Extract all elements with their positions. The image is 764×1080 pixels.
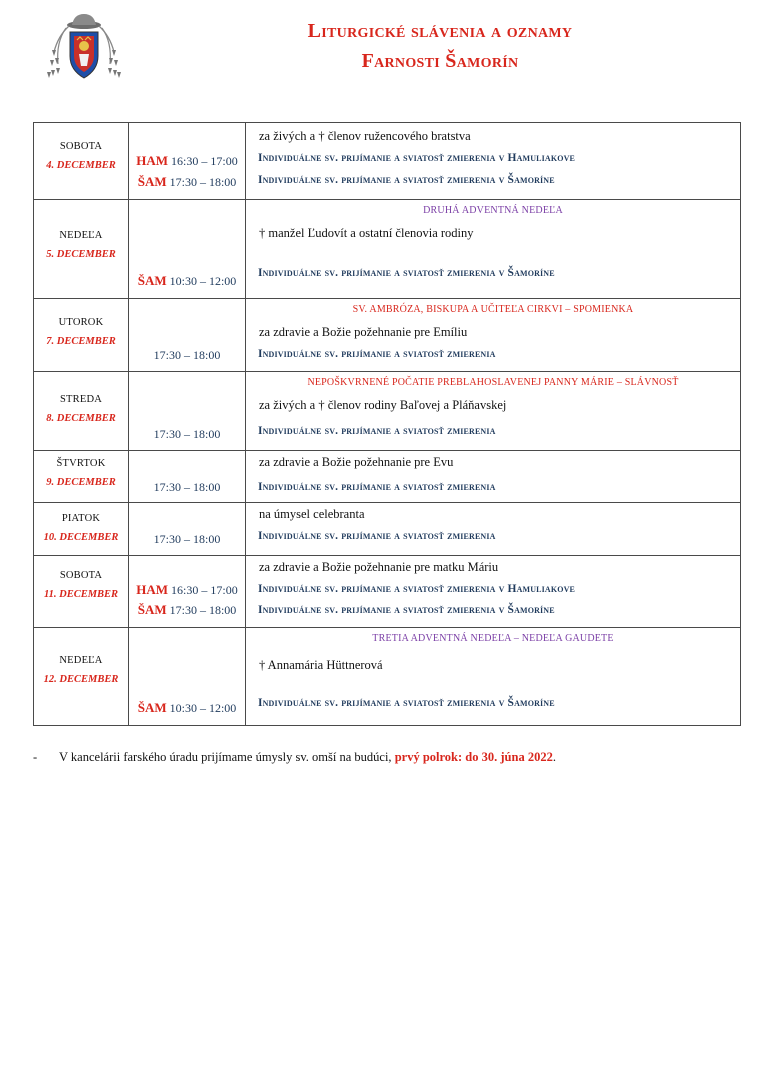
confession-note: Individuálne sv. prijímanie a sviatosť zmierenia	[258, 530, 496, 542]
day-cell	[34, 200, 129, 299]
time-cell	[129, 503, 246, 556]
table-row	[34, 628, 741, 726]
feast-title: SV. AMBRÓZA, BISKUPA A UČITEĽA CIRKVI – SPOMIENKA	[352, 304, 634, 315]
place-code: ŠAM	[137, 700, 167, 715]
content-cell	[246, 451, 741, 503]
confession-note: Individuálne sv. prijímanie a sviatosť zmierenia v Šamoríne	[258, 697, 555, 709]
table-row	[34, 299, 741, 372]
day-cell	[34, 123, 129, 200]
mass-intention: † Annamária Hüttnerová	[259, 658, 383, 672]
day-name: NEDEĽA	[59, 655, 103, 666]
day-date: 12. DECEMBER	[43, 674, 119, 685]
time-range: 17:30 – 18:00	[153, 532, 221, 546]
day-date: 7. DECEMBER	[46, 336, 116, 347]
time-line	[129, 700, 245, 716]
time-range: 17:30 – 18:00	[153, 427, 221, 441]
confession-note: Individuálne sv. prijímanie a sviatosť zmierenia v Hamuliakove	[258, 152, 576, 164]
confession-note: Individuálne sv. prijímanie a sviatosť zmierenia v Šamoríne	[258, 267, 555, 279]
note-text: V kancelárii farského úradu prijímame úmysly sv. omší na budúci,	[59, 750, 395, 764]
mass-intention: za zdravie a Božie požehnanie pre Evu	[259, 455, 454, 469]
time-range: 10:30 – 12:00	[169, 701, 237, 715]
confession-note: Individuálne sv. prijímanie a sviatosť zmierenia	[258, 425, 496, 437]
mass-intention: za zdravie a Božie požehnanie pre Emíliu	[259, 325, 468, 339]
time-cell	[129, 200, 246, 299]
day-cell	[34, 372, 129, 451]
place-code: ŠAM	[137, 174, 167, 189]
content-cell	[246, 503, 741, 556]
time-range: 17:30 – 18:00	[169, 175, 237, 189]
feast-title: DRUHÁ ADVENTNÁ NEDEĽA	[423, 205, 563, 216]
time-line	[129, 480, 245, 495]
time-range: 16:30 – 17:00	[171, 583, 238, 597]
day-cell	[34, 451, 129, 503]
time-line	[129, 582, 245, 598]
day-name: NEDEĽA	[59, 230, 103, 241]
place-code: HAM	[136, 153, 169, 168]
time-line	[129, 174, 245, 190]
mass-intention: za živých a † členov rodiny Baľovej a Pláňavskej	[259, 398, 507, 412]
day-name: PIATOK	[61, 513, 101, 524]
table-row	[34, 451, 741, 503]
confession-note: Individuálne sv. prijímanie a sviatosť zmierenia v Šamoríne	[258, 174, 555, 186]
time-line	[129, 348, 245, 363]
content-cell	[246, 556, 741, 628]
mass-intention: na úmysel celebranta	[259, 507, 365, 521]
page-title-line-1: Liturgické slávenia a oznamy	[307, 20, 573, 42]
day-date: 10. DECEMBER	[43, 532, 119, 543]
time-cell	[129, 299, 246, 372]
time-range: 17:30 – 18:00	[153, 348, 221, 362]
mass-intention: za živých a † členov ružencového bratstva	[259, 129, 471, 143]
feast-title: NEPOŠKVRNENÉ POČATIE PREBLAHOSLAVENEJ PANNY MÁRIE – SLÁVNOSŤ	[307, 377, 679, 388]
footer-note	[33, 750, 556, 765]
table-row	[34, 200, 741, 299]
content-cell	[246, 200, 741, 299]
day-name: SOBOTA	[59, 570, 103, 581]
day-date: 11. DECEMBER	[43, 589, 119, 600]
confession-note: Individuálne sv. prijímanie a sviatosť zmierenia v Hamuliakove	[258, 583, 576, 595]
time-range: 17:30 – 18:00	[169, 603, 237, 617]
mass-intention: za zdravie a Božie požehnanie pre matku Máriu	[259, 560, 499, 574]
mass-intention: † manžel Ľudovít a ostatní členovia rodiny	[259, 226, 474, 240]
table-row	[34, 556, 741, 628]
table-row	[34, 123, 741, 200]
confession-note: Individuálne sv. prijímanie a sviatosť zmierenia v Šamoríne	[258, 604, 555, 616]
confession-note: Individuálne sv. prijímanie a sviatosť zmierenia	[258, 348, 496, 360]
content-cell	[246, 123, 741, 200]
spacer	[246, 676, 740, 692]
place-code: ŠAM	[137, 273, 167, 288]
day-cell	[34, 556, 129, 628]
time-range: 16:30 – 17:00	[171, 154, 238, 168]
place-code: ŠAM	[137, 602, 167, 617]
table-row	[34, 503, 741, 556]
time-range: 10:30 – 12:00	[169, 274, 237, 288]
time-line	[129, 532, 245, 547]
content-cell	[246, 299, 741, 372]
confession-note: Individuálne sv. prijímanie a sviatosť zmierenia	[258, 481, 496, 493]
time-cell	[129, 451, 246, 503]
note-end: .	[552, 750, 556, 764]
content-cell	[246, 372, 741, 451]
feast-title: TRETIA ADVENTNÁ NEDEĽA – NEDEĽA GAUDETE	[372, 633, 614, 644]
day-name: SOBOTA	[59, 141, 103, 152]
day-name: UTOROK	[58, 317, 104, 328]
day-cell	[34, 299, 129, 372]
parish-crest-logo	[44, 12, 124, 82]
content-cell	[246, 628, 741, 726]
time-line	[129, 153, 245, 169]
day-date: 9. DECEMBER	[46, 477, 116, 488]
liturgy-schedule-table	[33, 122, 741, 726]
day-date: 5. DECEMBER	[46, 249, 116, 260]
time-line	[129, 427, 245, 442]
place-code: HAM	[136, 582, 169, 597]
time-range: 17:30 – 18:00	[153, 480, 221, 494]
day-date: 8. DECEMBER	[46, 413, 116, 424]
day-date: 4. DECEMBER	[46, 160, 116, 171]
day-name: ŠTVRTOK	[56, 458, 106, 469]
note-highlight: prvý polrok: do 30. júna 2022	[394, 750, 553, 764]
time-line	[129, 273, 245, 289]
page-title-line-2: Farnosti Šamorín	[361, 50, 519, 72]
day-cell	[34, 628, 129, 726]
time-cell	[129, 123, 246, 200]
time-cell	[129, 556, 246, 628]
table-row	[34, 372, 741, 451]
spacer	[246, 244, 740, 262]
day-name: STREDA	[59, 394, 103, 405]
note-bullet: -	[33, 750, 38, 764]
time-line	[129, 602, 245, 618]
time-cell	[129, 628, 246, 726]
day-cell	[34, 503, 129, 556]
time-cell	[129, 372, 246, 451]
